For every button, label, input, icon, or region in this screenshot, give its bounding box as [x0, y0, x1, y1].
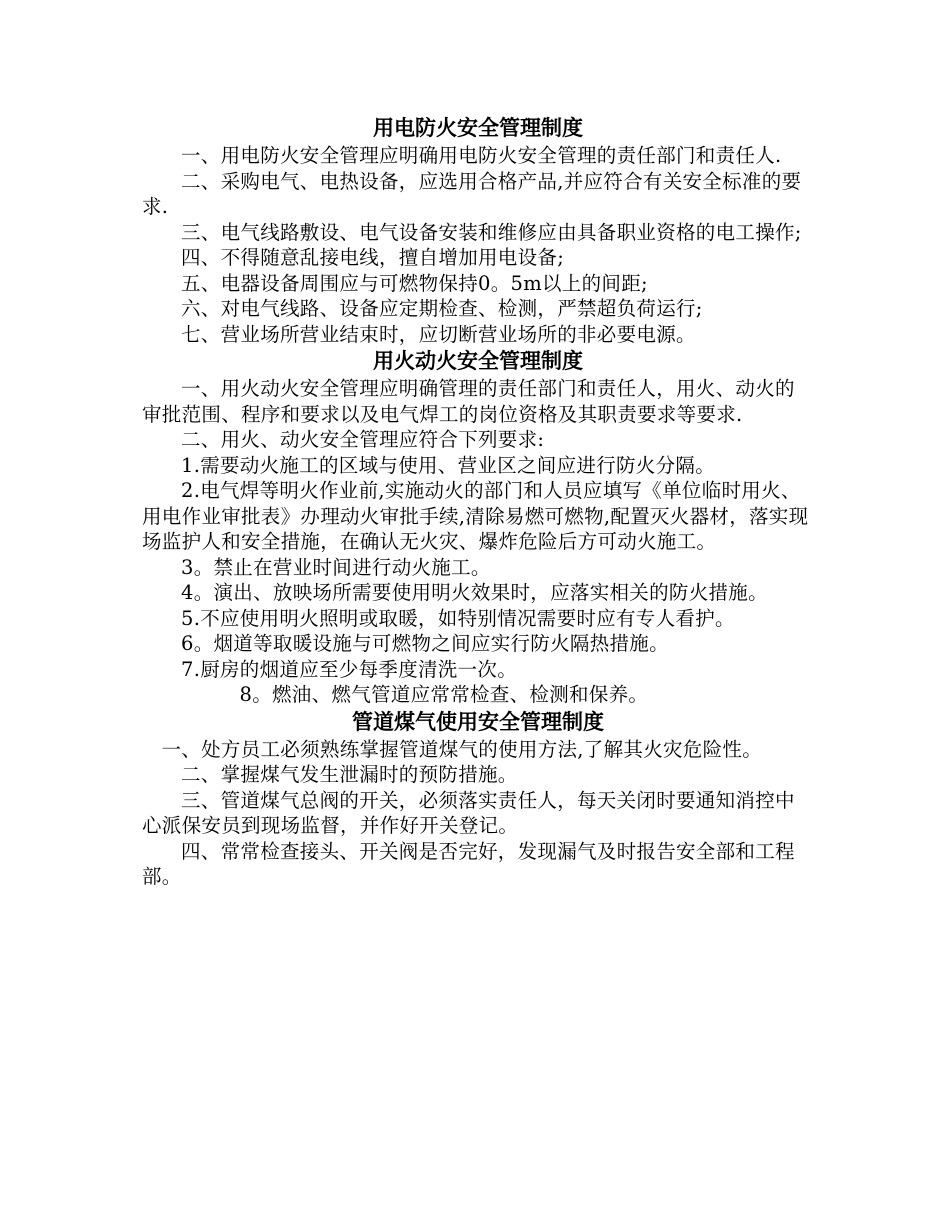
paragraph: 三、电气线路敷设、电气设备安装和维修应由具备职业资格的电工操作;: [181, 220, 802, 244]
paragraph: 四、不得随意乱接电线，擅自增加用电设备;: [181, 246, 565, 269]
paragraph: 一、用火动火安全管理应明确管理的责任部门和责任人，用火、动火的审批范围、程序和要求以及电气焊工的岗位资格及其职责要求等要求.: [142, 377, 795, 426]
section-title-gas: 管道煤气使用安全管理制度: [352, 709, 604, 734]
paragraph: 5.不应使用明火照明或取暖，如特别情况需要时应有专人看护。: [181, 606, 735, 630]
paragraph: 六、对电气线路、设备应定期检查、检测，严禁超负荷运行;: [181, 297, 703, 320]
paragraph: 6。烟道等取暖设施与可燃物之间应实行防火隔热措施。: [181, 632, 669, 655]
paragraph: 1.需要动火施工的区域与使用、营业区之间应进行防火分隔。: [181, 453, 716, 477]
paragraph: 三、管道煤气总阀的开关，必须落实责任人，每天关闭时要通知消控中心派保安员到现场监督，并作好开关登记。: [142, 788, 795, 837]
paragraph: 四、常常检查接头、开关阀是否完好，发现漏气及时报告安全部和工程部。: [142, 839, 795, 888]
paragraph: 一、用电防火安全管理应明确用电防火安全管理的责任部门和责任人.: [181, 144, 782, 167]
paragraph: 七、营业场所营业结束时，应切断营业场所的非必要电源。: [181, 322, 696, 346]
paragraph: 2.电气焊等明火作业前,实施动火的部门和人员应填写《单位临时用火、用电作业审批表》办理动火审批手续,清除易燃可燃物,配置灭火器材，落实现场监护人和安全措施，在确认无火灾、爆炸危险后方可动火施工。: [142, 479, 809, 553]
paragraph: 一、处方员工必须熟练掌握管道煤气的使用方法,了解其火灾危险性。: [161, 737, 762, 761]
paragraph: 五、电器设备周围应与可燃物保持0。5m以上的间距;: [181, 271, 648, 295]
document-page: [142, 114, 814, 890]
paragraph: 二、掌握煤气发生泄漏时的预防措施。: [181, 763, 518, 786]
paragraph: 二、用火、动火安全管理应符合下列要求:: [181, 428, 545, 451]
paragraph: 8。燃油、燃气管道应常常检查、检测和保养。: [239, 683, 649, 706]
section-title-electric: 用电防火安全管理制度: [373, 116, 583, 140]
section-title-fire: 用火动火安全管理制度: [373, 349, 583, 373]
paragraph: 7.厨房的烟道应至少每季度清洗一次。: [181, 657, 518, 681]
paragraph: 二、采购电气、电热设备，应选用合格产品,并应符合有关安全标准的要求.: [142, 169, 802, 218]
paragraph: 3。禁止在营业时间进行动火施工。: [181, 555, 491, 579]
paragraph: 4。演出、放映场所需要使用明火效果时，应落实相关的防火措施。: [181, 581, 768, 604]
